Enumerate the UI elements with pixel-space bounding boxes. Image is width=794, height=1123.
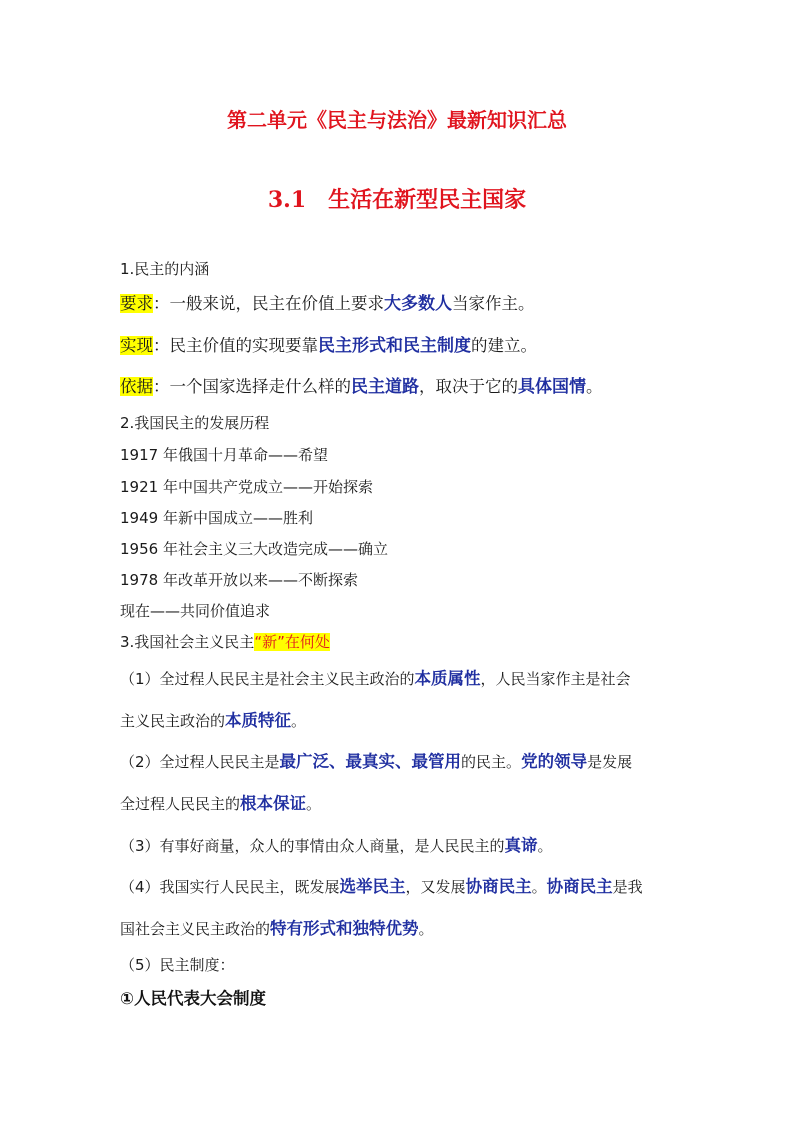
history-item: 1921 年中国共产党成立——开始探索	[120, 478, 373, 496]
keyword: 本质属性	[414, 669, 481, 688]
keyword: 民主道路	[351, 377, 419, 397]
point-4-line-2: 国社会主义民主政治的特有形式和独特优势。	[120, 919, 434, 938]
point-4-line-1: （4）我国实行人民民主，既发展选举民主，又发展协商民主。协商民主是我	[120, 877, 643, 896]
label-requirement: 要求	[120, 294, 153, 313]
point-2-line-2: 全过程人民民主的根本保证。	[120, 794, 322, 813]
keyword: 大多数人	[384, 294, 452, 314]
point-2-line-1: （2）全过程人民民主是最广泛、最真实、最管用的民主。党的领导是发展	[120, 752, 633, 771]
keyword: 民主形式和民主制度	[318, 336, 471, 356]
history-item: 1949 年新中国成立——胜利	[120, 509, 313, 527]
heading-what-is-new: 3.我国社会主义民主“新”在何处	[120, 633, 330, 651]
subpoint-1: ①人民代表大会制度	[120, 989, 266, 1008]
label-basis: 依据	[120, 377, 153, 396]
point-3: （3）有事好商量，众人的事情由众人商量，是人民民主的真谛。	[120, 836, 553, 855]
keyword: 特有形式和独特优势	[270, 919, 419, 938]
line-basis: 依据：一个国家选择走什么样的民主道路，取决于它的具体国情。	[120, 377, 603, 397]
line-realization: 实现：民主价值的实现要靠民主形式和民主制度的建立。	[120, 336, 537, 356]
point-5: （5）民主制度：	[120, 956, 235, 974]
highlight-new: “新”在何处	[254, 633, 330, 651]
history-item: 1917 年俄国十月革命——希望	[120, 446, 328, 464]
keyword: 党的领导	[521, 752, 588, 771]
heading-development-history: 2.我国民主的发展历程	[120, 414, 270, 432]
point-1-line-2: 主义民主政治的本质特征。	[120, 711, 307, 730]
history-item: 现在——共同价值追求	[120, 602, 271, 620]
keyword: 选举民主	[339, 877, 406, 896]
keyword: 最广泛、最真实、最管用	[279, 752, 462, 771]
keyword: 真谛	[504, 836, 538, 855]
line-requirement: 要求：一般来说，民主在价值上要求大多数人当家作主。	[120, 294, 535, 314]
history-item: 1978 年改革开放以来——不断探索	[120, 571, 358, 589]
keyword: 本质特征	[225, 711, 292, 730]
label-realization: 实现	[120, 336, 153, 355]
keyword: 协商民主	[465, 877, 532, 896]
history-item: 1956 年社会主义三大改造完成——确立	[120, 540, 388, 558]
keyword: 具体国情	[518, 377, 586, 397]
section-title: 3.1 生活在新型民主国家	[267, 187, 527, 213]
document-title: 第二单元《民主与法治》最新知识汇总	[227, 108, 567, 132]
keyword: 协商民主	[546, 877, 613, 896]
heading-democracy-meaning: 1.民主的内涵	[120, 260, 210, 278]
point-1-line-1: （1）全过程人民民主是社会主义民主政治的本质属性，人民当家作主是社会	[120, 669, 631, 688]
keyword: 根本保证	[240, 794, 307, 813]
